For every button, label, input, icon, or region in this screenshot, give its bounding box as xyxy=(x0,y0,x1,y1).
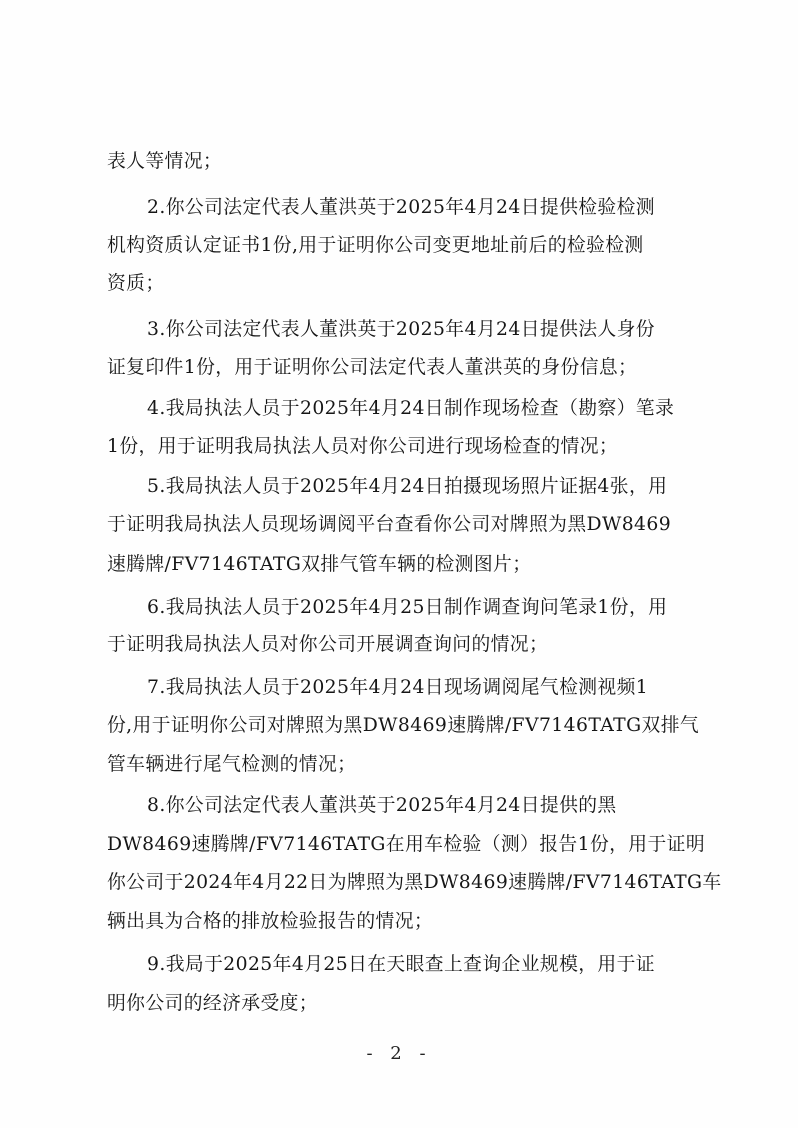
item-8-line-4: 辆出具为合格的排放检验报告的情况； xyxy=(107,911,434,932)
item-2-line-3: 资质； xyxy=(107,273,165,294)
item-9-line-1: 9.我局于2025年4月25日在天眼查上查询企业规模，用于证 xyxy=(147,954,655,975)
item-2-line-2: 机构资质认定证书1份,用于证明你公司变更地址前后的检验检测 xyxy=(107,235,644,256)
item-4-line-1: 4.我局执法人员于2025年4月24日制作现场检查（勘察）笔录 xyxy=(147,398,675,419)
item-7-line-3: 管车辆进行尾气检测的情况； xyxy=(107,754,357,775)
item-2-line-1: 2.你公司法定代表人董洪英于2025年4月24日提供检验检测 xyxy=(147,197,655,218)
item-4-line-2: 1份，用于证明我局执法人员对你公司进行现场检查的情况； xyxy=(107,436,619,457)
item-6-line-2: 于证明我局执法人员对你公司开展调查询问的情况； xyxy=(107,634,549,655)
page-number: - 2 - xyxy=(366,1043,432,1064)
item-5-line-3: 速腾牌/FV7146TATG双排气管车辆的检测图片； xyxy=(107,554,532,575)
item-5-line-1: 5.我局执法人员于2025年4月24日拍摄现场照片证据4张，用 xyxy=(147,476,668,497)
item-6-line-1: 6.我局执法人员于2025年4月25日制作调查询问笔录1份，用 xyxy=(147,597,668,618)
item-8-line-2: DW8469速腾牌/FV7146TATG在用车检验（测）报告1份，用于证明 xyxy=(107,834,706,855)
item-3-line-2: 证复印件1份，用于证明你公司法定代表人董洪英的身份信息； xyxy=(107,357,638,378)
item-3-line-1: 3.你公司法定代表人董洪英于2025年4月24日提供法人身份 xyxy=(147,319,655,340)
item-7-line-2: 份,用于证明你公司对牌照为黑DW8469速腾牌/FV7146TATG双排气 xyxy=(107,715,700,736)
item-8-line-3: 你公司于2024年4月22日为牌照为黑DW8469速腾牌/FV7146TATG车 xyxy=(107,872,722,893)
item-8-line-1: 8.你公司法定代表人董洪英于2025年4月24日提供的黑 xyxy=(147,795,617,816)
item-7-line-1: 7.我局执法人员于2025年4月24日现场调阅尾气检测视频1 xyxy=(147,677,649,698)
item-5-line-2: 于证明我局执法人员现场调阅平台查看你公司对牌照为黑DW8469 xyxy=(107,514,672,535)
text-line-1: 表人等情况； xyxy=(107,151,223,172)
item-9-line-2: 明你公司的经济承受度； xyxy=(107,993,318,1014)
